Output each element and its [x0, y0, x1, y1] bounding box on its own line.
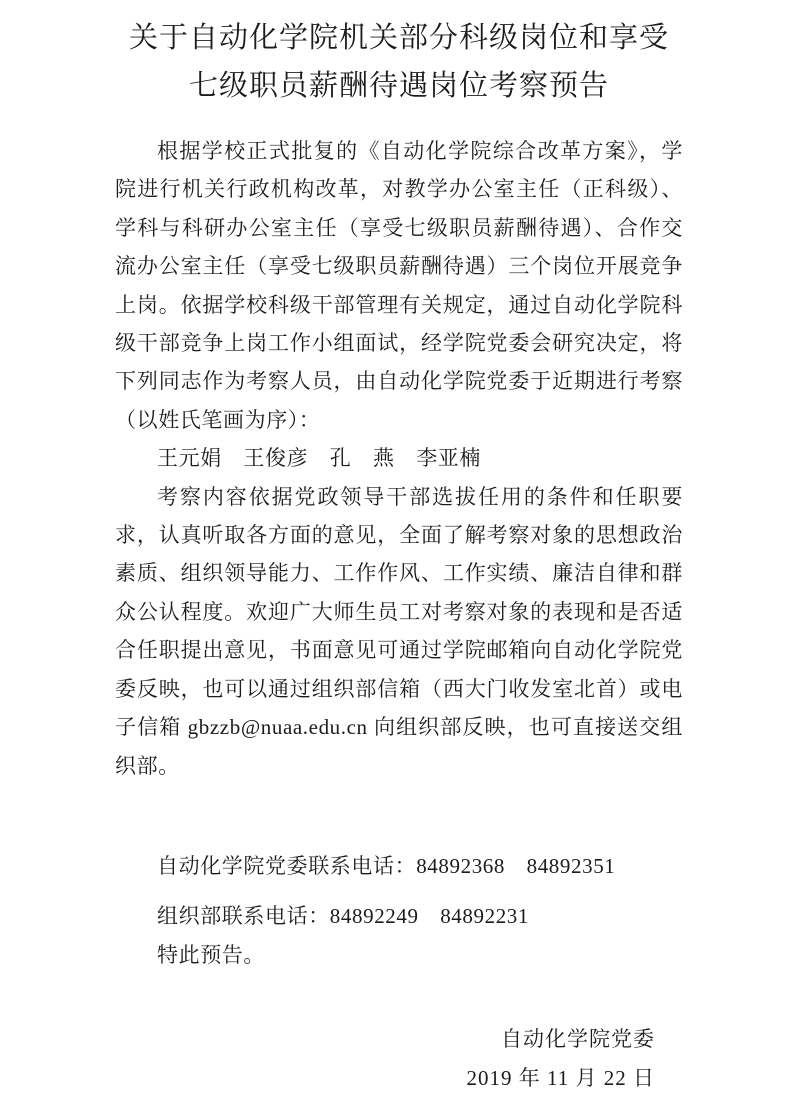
organization-dept-phone-line: 组织部联系电话：84892249 84892231	[157, 904, 529, 929]
candidate-names: 王元娟 王俊彦 孔 燕 李亚楠	[157, 446, 481, 471]
document-title-line-2: 七级职员薪酬待遇岗位考察预告	[188, 70, 609, 102]
document-title	[115, 14, 683, 110]
signature-organization: 自动化学院党委	[501, 1027, 655, 1052]
paragraph-introduction: 根据学校正式批复的《自动化学院综合改革方案》，学院进行机关行政机构改革，对教学办公室主任（正科级）、学科与科研办公室主任（享受七级职员薪酬待遇）、合作交流办公室主任（享受七级职员薪酬待遇）三个岗位开展竞争上岗。依据学校科级干部管理有关规定，通过自动化学院科级干部竞争上岗工作小组面试，经学院党委会研究决定，将下列同志作为考察人员，由自动化学院党委于近期进行考察（以姓氏笔画为序）：	[115, 139, 683, 432]
paragraph-inspection-content: 考察内容依据党政领导干部选拔任用的条件和任职要求，认真听取各方面的意见，全面了解考察对象的思想政治素质、组织领导能力、工作作风、工作实绩、廉洁自律和群众公认程度。欢迎广大师生员工对考察对象的表现和是否适合任职提出意见，书面意见可通过学院邮箱向自动化学院党委反映，也可以通过组织部信箱（西大门收发室北首）或电子信箱 gbzzb@nuaa.edu.cn 向组织部反映，也可直接送交组织部。	[115, 484, 683, 778]
committee-phone-line: 自动化学院党委联系电话：84892368 84892351	[157, 853, 616, 878]
document-title-line-1: 关于自动化学院机关部分科级岗位和享受	[128, 22, 669, 54]
signature-date: 2019 年 11 月 22 日	[466, 1065, 655, 1090]
signature-block	[115, 1020, 683, 1097]
closing-statement: 特此预告。	[157, 942, 265, 967]
